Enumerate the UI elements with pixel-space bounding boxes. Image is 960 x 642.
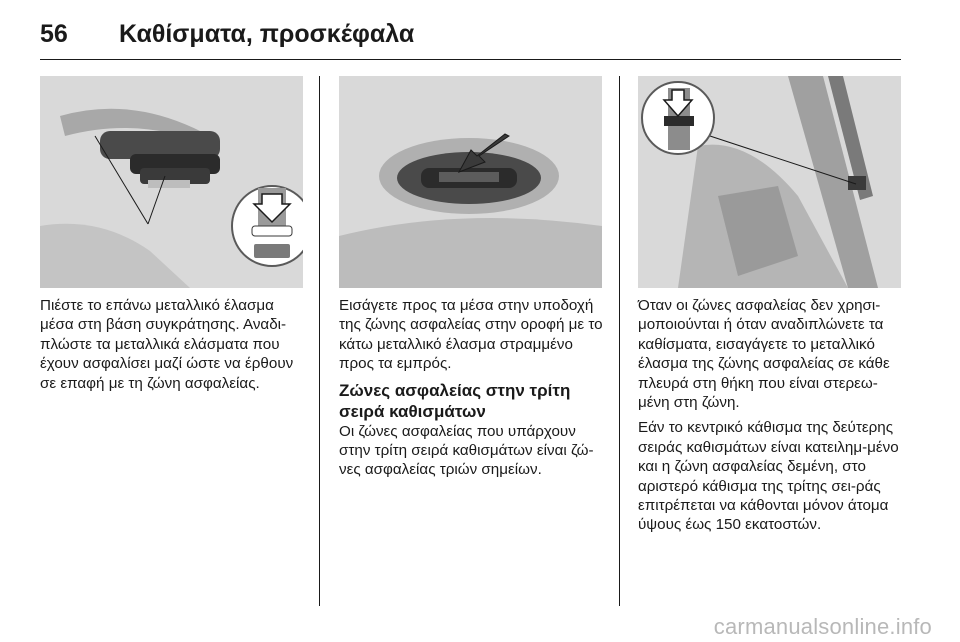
page-number: 56 [40,20,68,48]
instruction-paragraph: Πιέστε το επάνω μεταλλικό έλασμα μέσα στη βάση συγκράτησης. Αναδι-πλώστε τα μεταλλικά ελάσματα που έχουν ασφαλίσει μαζί ώστε να έρθουν σε επαφή με τη ζώνη ασφαλείας. [40,297,294,392]
text-column-3 [638,296,906,541]
illustration-roof-holder [339,76,602,288]
illustration-third-row-belt [638,76,901,288]
section-paragraph: Οι ζώνες ασφαλείας που υπάρχουν στην τρίτη σειρά καθισμάτων είναι ζώ-νες ασφαλείας τριών σημείων. [339,422,594,479]
column-divider-2 [619,76,620,606]
roof-holder-drawing [339,76,602,288]
belt-holder-drawing [40,76,303,288]
header-rule [40,59,901,60]
instruction-paragraph: Όταν οι ζώνες ασφαλείας δεν χρησι-μοποιούνται ή όταν αναδιπλώνετε τα καθίσματα, εισαγάγετε το μεταλλικό έλασμα της ζώνης ασφαλείας σε κάθε πλευρά στη θήκη που είναι στερεω-μένη στη ζώνη. [638,297,890,412]
chapter-title: Καθίσματα, προσκέφαλα [119,20,415,48]
section-heading: Ζώνες ασφαλείας στην τρίτη σειρά καθισμάτων [339,380,571,421]
column-divider-1 [319,76,320,606]
watermark: carmanualsonline.info [713,614,932,639]
illustration-belt-holder [40,76,303,288]
text-column-1 [40,296,310,399]
text-column-2 [339,296,609,486]
instruction-paragraph: Εισάγετε προς τα μέσα στην υποδοχή της ζώνης ασφαλείας στην οροφή με το κάτω μεταλλικό έλασμα στραμμένο προς τα εμπρός. [339,297,603,373]
page-header [40,20,920,60]
instruction-paragraph: Εάν το κεντρικό κάθισμα της δεύτερης σειράς καθισμάτων είναι κατειλημ-μένο και η ζώνη ασφαλείας δεμένη, στο αριστερό κάθισμα της τρίτης σει-ράς επιτρέπεται να κάθονται μόνον άτομα ύψους έως 150 εκατοστών. [638,419,899,534]
third-row-belt-drawing [638,76,901,288]
